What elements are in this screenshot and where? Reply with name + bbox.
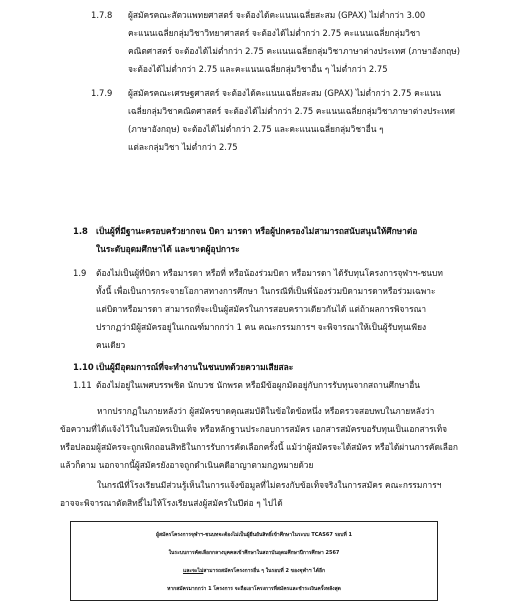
item-line: ผู้สมัครคณะสัตวแพทยศาสตร์ จะต้องได้คะแนนเฉลี่ยสะสม (GPAX) ไม่ต่ำกว่า 3.00: [128, 10, 426, 20]
notice-line: ในระบบการคัดเลือกกลางบุคคลเข้าศึกษาในสถาบันอุดมศึกษาปีการศึกษา 2567: [168, 550, 340, 556]
item-line: จะต้องได้ไม่ต่ำกว่า 2.75 และคะแนนเฉลี่ยกลุ่มวิชาอื่น ๆ ไม่ต่ำกว่า 2.75: [128, 64, 388, 74]
item-line: เป็นผู้มีอุดมการณ์ที่จะทำงานในชนบทด้วยความเสียสละ: [96, 362, 294, 372]
item-line: คะแนนเฉลี่ยกลุ่มวิชาวิทยาศาสตร์ จะต้องได้ไม่ต่ำกว่า 2.75 คะแนนเฉลี่ยกลุ่มวิชา: [128, 28, 421, 38]
item-line: แต่ละกลุ่มวิชา ไม่ต่ำกว่า 2.75: [128, 142, 238, 152]
notice-line: และจะไม่สามารถสมัครโครงการอื่น ๆ ในรอบที่ 2 ของจุฬาฯ ได้อีก: [182, 568, 326, 574]
item-number: 1.11: [73, 380, 92, 390]
item-number: 1.8: [73, 226, 88, 236]
item-number: 1.10: [73, 362, 94, 372]
item-line: ทั้งนี้ เพื่อเป็นการกระจายโอกาสทางการศึกษา ในกรณีที่เป็นพี่น้องร่วมบิดามารดาหรือร่วมเฉพาะ: [96, 286, 436, 296]
paragraph-line: หากปรากฏในภายหลังว่า ผู้สมัครขาดคุณสมบัติในข้อใดข้อหนึ่ง หรือตรวจสอบพบในภายหลังว่า: [97, 406, 435, 416]
item-line: คณิตศาสตร์ จะต้องได้ไม่ต่ำกว่า 2.75 คะแนนเฉลี่ยกลุ่มวิชาภาษาต่างประเทศ (ภาษาอังกฤษ): [128, 46, 460, 56]
item-line: ต้องไม่อยู่ในเพศบรรพชิต นักบวช นักพรต หรือมีข้อผูกมัดอยู่กับการรับทุนจากสถานศึกษาอื่น: [96, 380, 421, 390]
paragraph-line: อาจจะพิจารณาตัดสิทธิ์ไม่ให้โรงเรียนส่งผู้สมัครในปีต่อ ๆ ไปได้: [60, 498, 283, 508]
item-line: เฉลี่ยกลุ่มวิชาคณิตศาสตร์ จะต้องได้ไม่ต่ำกว่า 2.75 คะแนนเฉลี่ยกลุ่มวิชาภาษาต่างประเทศ: [128, 106, 455, 116]
item-line: ผู้สมัครคณะเศรษฐศาสตร์ จะต้องได้คะแนนเฉลี่ยสะสม (GPAX) ไม่ต่ำกว่า 2.75 คะแนน: [128, 88, 442, 98]
item-line: คนเดียว: [96, 340, 126, 350]
item-line: ต้องไม่เป็นผู้ที่บิดา หรือมารดา หรือที่ หรือน้องร่วมบิดา หรือมารดา ได้รับทุนโครงการจุฬาฯ-ชนบท: [96, 268, 443, 278]
paragraph-line: ข้อความที่ได้แจ้งไว้ในใบสมัครเป็นเท็จ หรือหลักฐานประกอบการสมัคร เอกสารสมัครขอรับทุนเป็นเอกสารเท็จ: [60, 424, 448, 434]
item-line: ปรากฏว่ามีผู้สมัครอยู่ในเกณฑ์มากกว่า 1 คน คณะกรรมการฯ จะพิจารณาให้เป็นผู้รับทุนเพียง: [96, 322, 427, 332]
paragraph-line: ในกรณีที่โรงเรียนมีส่วนรู้เห็นในการแจ้งข้อมูลที่ไม่ตรงกับข้อเท็จจริงในการสมัคร คณะกรรมการฯ: [97, 480, 442, 490]
item-line: เป็นผู้ที่มีฐานะครอบครัวยากจน บิดา มารดา หรือผู้ปกครองไม่สามารถสนับสนุนให้ศึกษาต่อ: [96, 226, 418, 236]
tcas-notice-box: [70, 521, 438, 601]
notice-line: หากสมัครมากกว่า 1 โครงการ จะถือเอาโครงการที่สมัครและชำระเงินครั้งหลังสุด: [167, 586, 341, 592]
item-line: แต่บิดาหรือมารดา สามารถที่จะเป็นผู้สมัครในการสอบคราวเดียวกันได้ แต่ถ้าผลการพิจารณา: [96, 304, 427, 314]
item-number: 1.7.9: [91, 88, 113, 98]
item-line: ในระดับอุดมศึกษาได้ และขาดผู้อุปการะ: [96, 244, 240, 254]
item-number: 1.7.8: [91, 10, 113, 20]
item-line: (ภาษาอังกฤษ) จะต้องได้ไม่ต่ำกว่า 2.75 และคะแนนเฉลี่ยกลุ่มวิชาอื่น ๆ: [128, 124, 384, 134]
paragraph-line: หรือปลอมผู้สมัครจะถูกเพิกถอนสิทธิในการรับการคัดเลือกครั้งนี้ แม้ว่าผู้สมัครจะได้สมัคร หรือได้ผ่านการคัดเลือก: [60, 442, 459, 452]
notice-line: ผู้สมัครโครงการจุฬาฯ-ชนบทจะต้องไม่เป็นผู้ยืนยันสิทธิ์เข้าศึกษาในระบบ TCAS67 รอบที่ 1: [156, 532, 352, 538]
item-number: 1.9: [73, 268, 87, 278]
paragraph-line: แล้วก็ตาม นอกจากนี้ผู้สมัครยังอาจถูกดำเนินคดีอาญาตามกฎหมายด้วย: [60, 460, 314, 470]
